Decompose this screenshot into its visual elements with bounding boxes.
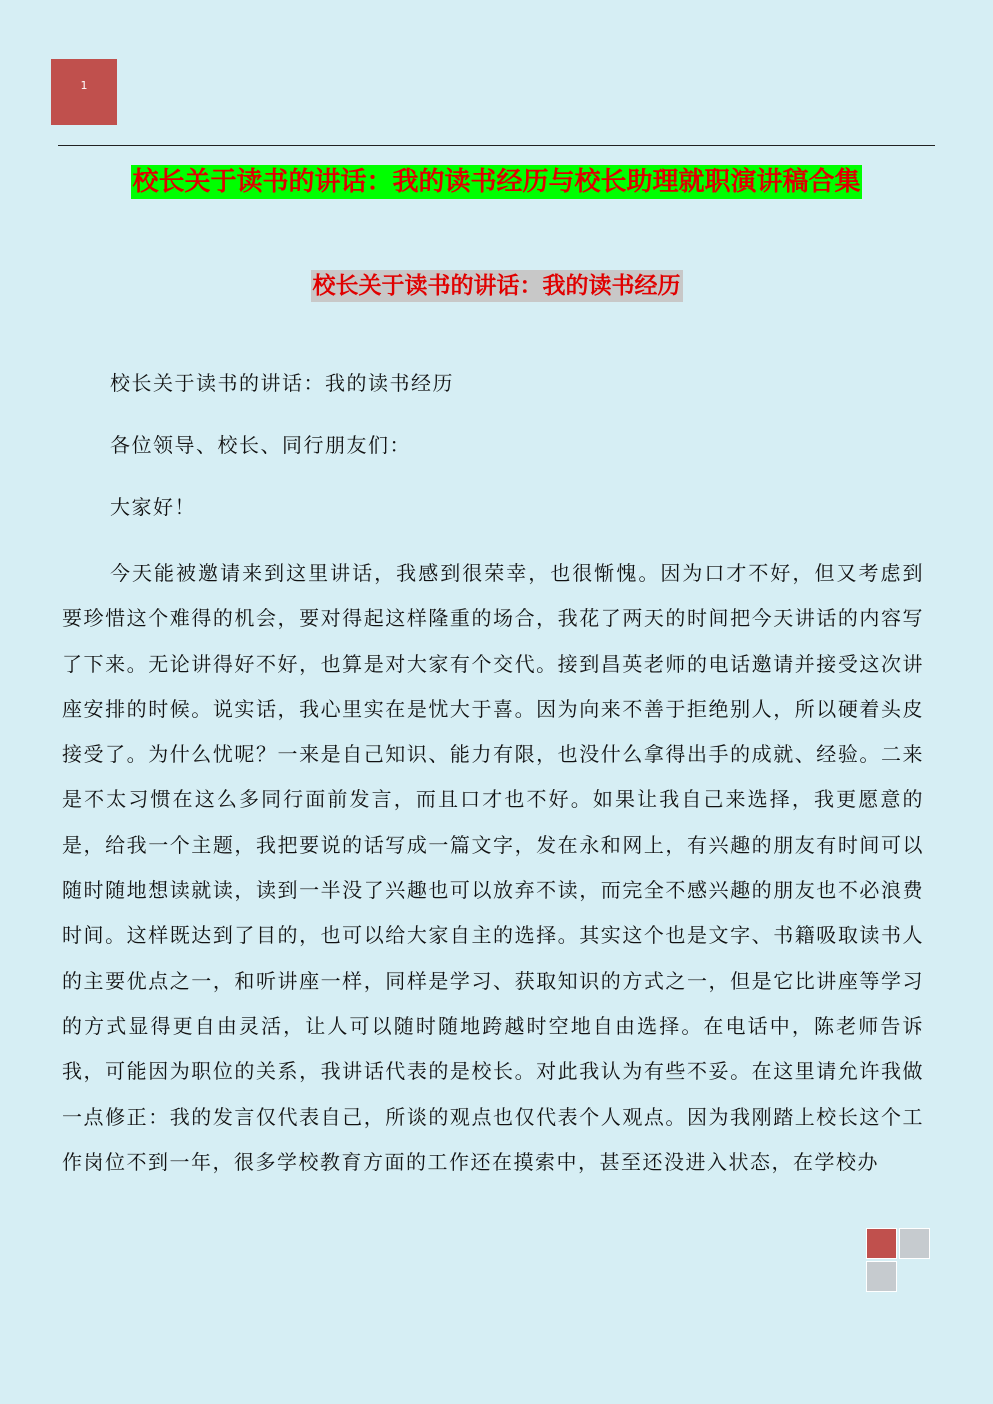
- corner-decoration: [866, 1228, 933, 1295]
- salutation: 各位领导、校长、同行朋友们：: [110, 433, 411, 457]
- document-body: [62, 365, 924, 1214]
- main-title-container: [0, 165, 993, 199]
- body-heading-line: 校长关于读书的讲话：我的读书经历: [110, 371, 454, 395]
- sub-title-container: [0, 270, 993, 302]
- header-rule: [58, 145, 935, 146]
- corner-square-gray: [899, 1228, 930, 1259]
- page-number-badge: [51, 59, 117, 125]
- sub-title: 校长关于读书的讲话：我的读书经历: [311, 270, 683, 302]
- body-paragraph: 今天能被邀请来到这里讲话，我感到很荣幸，也很惭愧。因为口才不好，但又考虑到要珍惜这个难得的机会，要对得起这样隆重的场合，我花了两天的时间把今天讲话的内容写了下来。无论讲得好不好，也算是对大家有个交代。接到昌英老师的电话邀请并接受这次讲座安排的时候。说实话，我心里实在是忧大于喜。因为向来不善于拒绝别人，所以硬着头皮接受了。为什么忧呢？一来是自己知识、能力有限，也没什么拿得出手的成就、经验。二来是不太习惯在这么多同行面前发言，而且口才也不好。如果让我自己来选择，我更愿意的是，给我一个主题，我把要说的话写成一篇文字，发在永和网上，有兴趣的朋友有时间可以随时随地想读就读，读到一半没了兴趣也可以放弃不读，而完全不感兴趣的朋友也不必浪费时间。这样既达到了目的，也可以给大家自主的选择。其实这个也是文字、书籍吸取读书人的主要优点之一，和听讲座一样，同样是学习、获取知识的方式之一，但是它比讲座等学习的方式显得更自由灵活，让人可以随时随地跨越时空地自由选择。在电话中，陈老师告诉我，可能因为职位的关系，我讲话代表的是校长。对此我认为有些不妥。在这里请允许我做一点修正：我的发言仅代表自己，所谈的观点也仅代表个人观点。因为我刚踏上校长这个工作岗位不到一年，很多学校教育方面的工作还在摸索中，甚至还没进入状态，在学校办: [62, 561, 924, 1174]
- corner-square-gray: [866, 1261, 897, 1292]
- corner-square-red: [866, 1228, 897, 1259]
- main-title: 校长关于读书的讲话：我的读书经历与校长助理就职演讲稿合集: [132, 167, 861, 197]
- greeting: 大家好！: [110, 495, 196, 519]
- page-number: 1: [80, 79, 88, 92]
